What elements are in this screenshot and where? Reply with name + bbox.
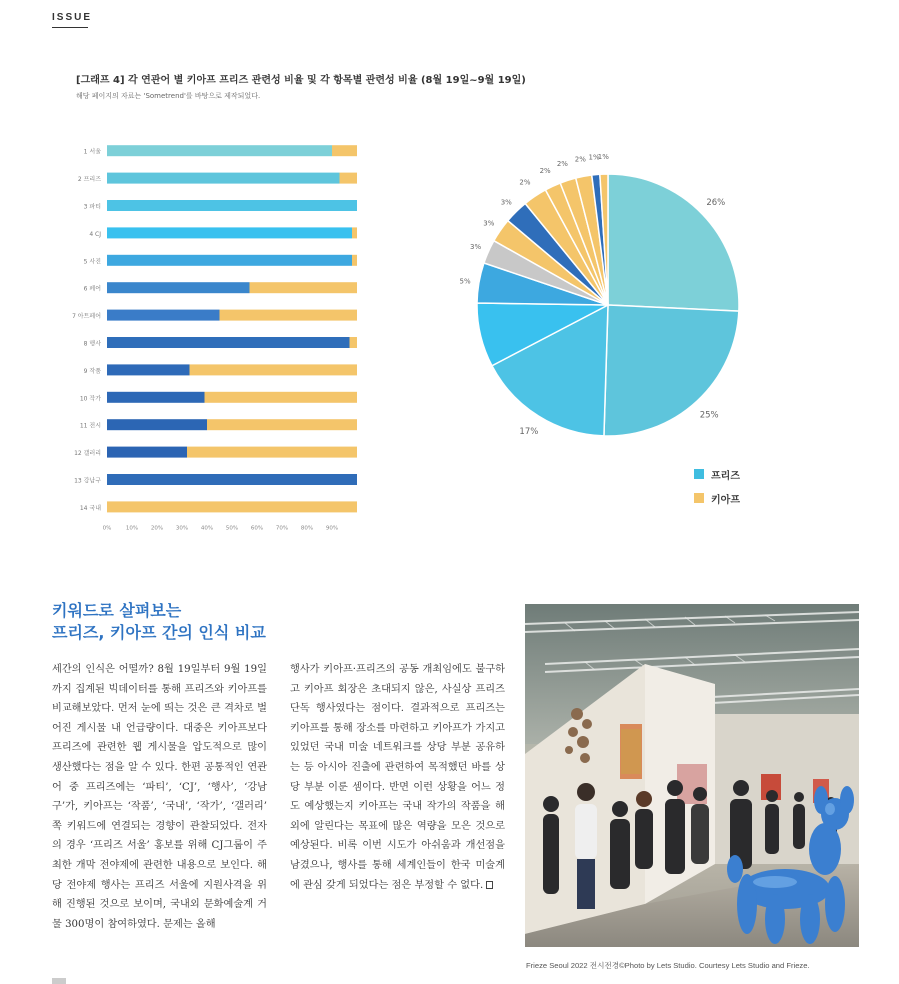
bar-x-tick: 60% bbox=[250, 525, 264, 530]
article-title-line1: 키워드로 살펴보는 bbox=[52, 601, 182, 620]
bar-kiaf bbox=[332, 145, 357, 156]
pie-slice-label: 3% bbox=[483, 219, 495, 228]
exhibition-photo bbox=[525, 604, 859, 947]
bar-x-tick: 80% bbox=[300, 525, 314, 530]
legend-swatch-frieze bbox=[694, 469, 704, 479]
article-title bbox=[52, 600, 266, 644]
bar-x-tick: 40% bbox=[200, 525, 214, 530]
pie-slice-label: 2% bbox=[539, 166, 551, 175]
bar-kiaf bbox=[187, 447, 357, 458]
bar-chart bbox=[50, 130, 370, 530]
bar-category-label: 6 페어 bbox=[83, 285, 101, 293]
bar-kiaf bbox=[352, 227, 357, 238]
bar-frieze bbox=[107, 255, 352, 266]
legend-swatch-kiaf bbox=[694, 493, 704, 503]
pie-slice-label: 3% bbox=[470, 242, 482, 251]
article-column-1: 세간의 인식은 어떨까? 8월 19일부터 9월 19일까지 집계된 빅데이터를 통해 프리즈와 키아프를 비교해보았다. 먼저 눈에 띄는 것은 큰 격차로 벌어진 게시물 내 언급량이다. 대중은 키아프보다 프리즈에 관련한 웹 게시물을 압도적으로 많이 생산했다는 점을 알 수 있다. 한편 공통적인 연관어 중 프리즈에는 ‘파티’, ‘CJ’, ‘행사’, ‘강남구’가, 키아프는 ‘작품’, ‘국내’, ‘작가’, ‘갤러리’ 쪽 키워드에 연결되는 경향이 관찰되었다. 전자의 경우 ‘프리즈 서울’ 홍보를 위해 CJ그룹이 주최한 개막 전야제에 관련한 내용으로 보인다. 해당 전야제 행사는 프리즈 서울에 지원사격을 위해 진행된 것으로 보이며, 국내외 문화예술계 거물 300명이 참여하였다. 문제는 올해 bbox=[52, 664, 267, 930]
pie-slice-label: 17% bbox=[519, 427, 539, 438]
pie-slice-label: 1% bbox=[597, 153, 609, 162]
pie-slice-label: 1% bbox=[588, 153, 600, 162]
bar-frieze bbox=[107, 282, 250, 293]
bar-kiaf bbox=[352, 255, 357, 266]
bar-frieze bbox=[107, 392, 205, 403]
bar-category-label: 7 아트페어 bbox=[72, 313, 101, 321]
pie-slice-label: 2% bbox=[574, 155, 586, 164]
pie-slice-label: 26% bbox=[706, 198, 726, 209]
bar-frieze bbox=[107, 227, 352, 238]
chart-title: [그래프 4] 각 연관어 별 키아프 프리즈 관련성 비율 및 각 항목별 관련성 비율 (8월 19일~9월 19일) bbox=[76, 75, 526, 86]
bar-category-label: 4 CJ bbox=[89, 230, 101, 238]
bar-x-tick: 90% bbox=[325, 525, 339, 530]
page-number bbox=[52, 978, 66, 984]
bar-frieze bbox=[107, 419, 207, 430]
bar-frieze bbox=[107, 474, 357, 485]
pie-slice-label: 25% bbox=[699, 410, 719, 421]
bar-kiaf bbox=[205, 392, 358, 403]
bar-kiaf bbox=[250, 282, 358, 293]
article-title-line2: 프리즈, 키아프 간의 인식 비교 bbox=[52, 623, 266, 642]
bar-category-label: 14 국내 bbox=[79, 504, 101, 512]
bar-kiaf bbox=[350, 337, 358, 348]
bar-category-label: 1 서울 bbox=[83, 148, 101, 156]
legend-item-kiaf bbox=[694, 491, 740, 505]
chart-subtitle: 해당 페이지의 자료는 'Sometrend'를 바탕으로 제작되었다. bbox=[76, 92, 261, 100]
bar-category-label: 12 갤러리 bbox=[74, 450, 101, 458]
bar-kiaf bbox=[207, 419, 357, 430]
bar-category-label: 9 작품 bbox=[83, 367, 101, 375]
legend-label-kiaf: 키아프 bbox=[711, 494, 740, 506]
bar-x-tick: 70% bbox=[275, 525, 289, 530]
section-label: ISSUE bbox=[52, 12, 93, 23]
bar-frieze bbox=[107, 364, 190, 375]
bar-frieze bbox=[107, 173, 340, 184]
bar-frieze bbox=[107, 145, 332, 156]
section-rule bbox=[52, 27, 88, 28]
pie-slice-label: 5% bbox=[459, 277, 471, 286]
bar-frieze bbox=[107, 200, 357, 211]
bar-kiaf bbox=[107, 501, 357, 512]
bar-category-label: 3 파티 bbox=[83, 203, 101, 211]
bar-category-label: 8 행사 bbox=[83, 340, 101, 348]
bar-kiaf bbox=[340, 173, 358, 184]
bar-category-label: 5 사진 bbox=[83, 258, 101, 266]
bar-x-tick: 30% bbox=[175, 525, 189, 530]
pie-chart bbox=[450, 140, 770, 450]
bar-frieze bbox=[107, 337, 350, 348]
pie-slice bbox=[608, 174, 739, 311]
bar-x-tick: 0% bbox=[102, 525, 112, 530]
bar-frieze bbox=[107, 447, 187, 458]
exhibition-photo-illustration bbox=[525, 604, 859, 947]
legend-label-frieze: 프리즈 bbox=[711, 470, 740, 482]
bar-x-tick: 20% bbox=[150, 525, 164, 530]
bar-category-label: 11 전시 bbox=[79, 422, 101, 430]
bar-frieze bbox=[107, 310, 220, 321]
pie-slice-label: 2% bbox=[556, 160, 568, 169]
article-column-2 bbox=[290, 660, 505, 895]
article-column-2-text: 행사가 키아프·프리즈의 공동 개최임에도 불구하고 키아프 회장은 초대되지 않은, 사실상 프리즈 단독 행사였다는 점이다. 결과적으로 프리즈는 키아프를 통해 장소를 마련하고 키아프가 가지고 있었던 국내 미술 네트워크를 상당 부분 공유하는 등 아시아 진출에 관련하여 목적했던 바를 상당 부분 이룬 셈이다. 반면 이런 상황을 어느 정도 예상했는지 키아프는 국내 작가의 작품을 해외에 알린다는 목표에 많은 역량을 모은 것으로 예상된다. 비록 이번 시도가 아쉬움과 개선점을 남겼으나, 행사를 통해 세계인들이 한국 미술계에 관심 갖게 되었다는 점은 부정할 수 없다. bbox=[290, 664, 505, 891]
bar-category-label: 2 프리즈 bbox=[77, 176, 101, 184]
bar-x-tick: 10% bbox=[125, 525, 139, 530]
photo-caption: Frieze Seoul 2022 전시전경©Photo by Lets Studio. Courtesy Lets Studio and Frieze. bbox=[526, 961, 810, 970]
pie-slice-label: 2% bbox=[519, 178, 531, 187]
bar-kiaf bbox=[190, 364, 358, 375]
pie-legend bbox=[694, 467, 740, 515]
bar-x-tick: 50% bbox=[225, 525, 239, 530]
legend-item-frieze bbox=[694, 467, 740, 481]
bar-kiaf bbox=[220, 310, 358, 321]
pie-slice-label: 3% bbox=[500, 198, 512, 207]
end-mark-icon bbox=[486, 881, 493, 889]
bar-category-label: 10 작가 bbox=[79, 395, 101, 403]
bar-category-label: 13 강남구 bbox=[74, 477, 101, 485]
